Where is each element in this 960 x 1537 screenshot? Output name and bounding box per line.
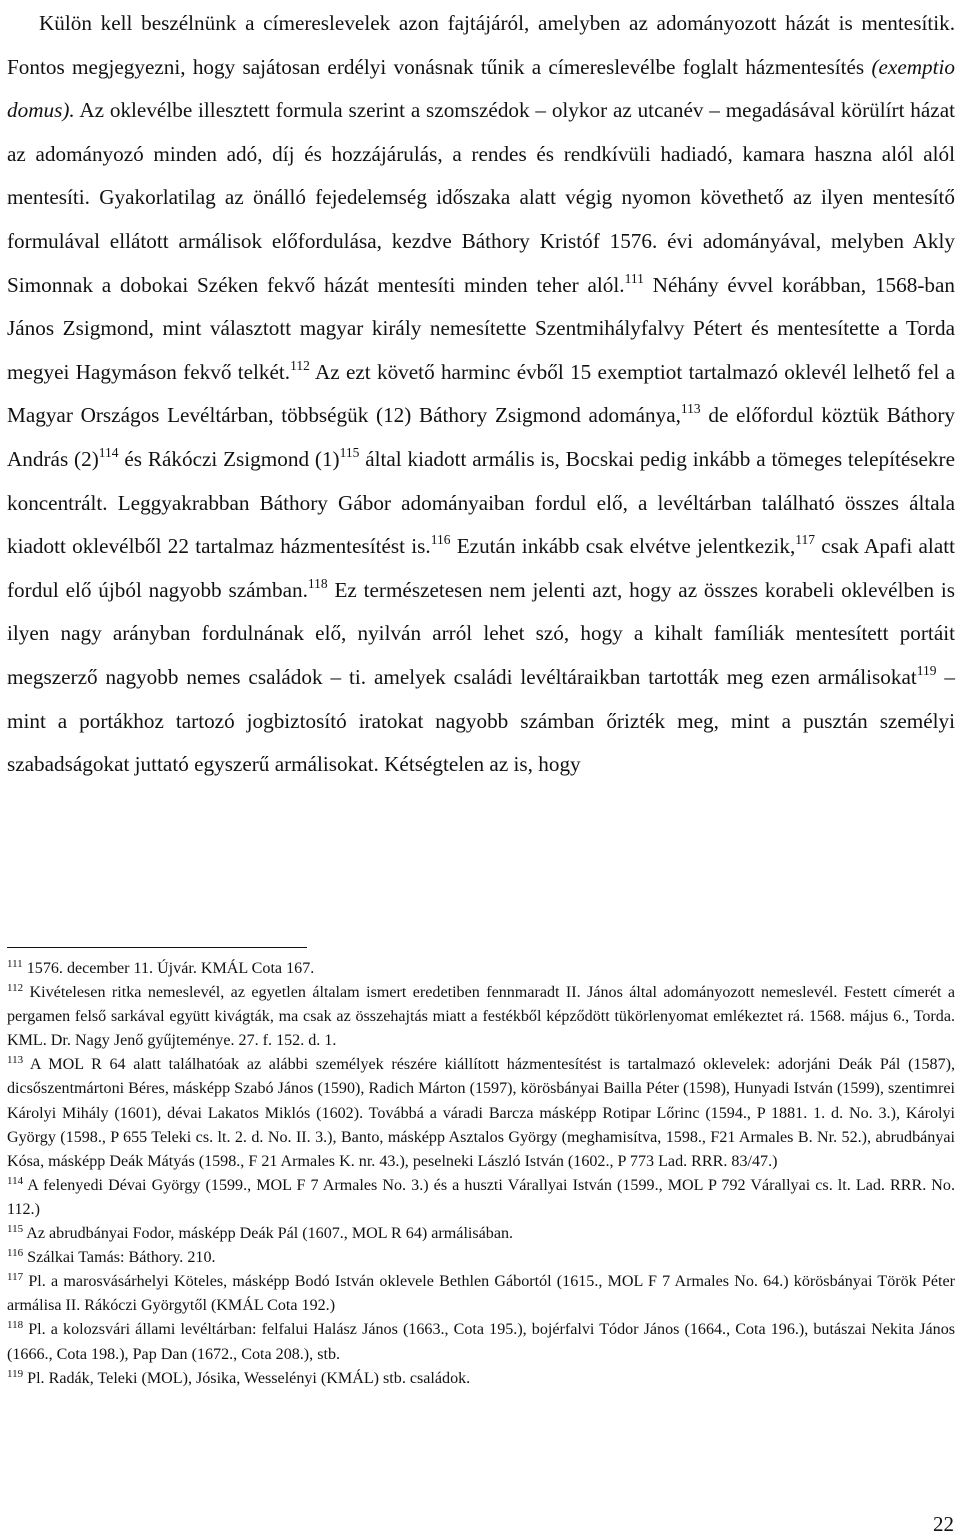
text-run: által kiadott armális is, Bocskai pedig inkább a tömeges telepítésekre koncentrált. Leggyakrabban Báthory Gábor adományaiban fordul elő, a levéltárban található összes általa kiadott oklevélből 22 tartalmaz házmentesítést is.: [7, 446, 955, 559]
text-run: Külön kell beszélnünk a címereslevelek azon fajtájáról, amelyben az adományozott házát is mentesítik. Fontos megjegyezni, hogy sajátosan erdélyi vonásnak tűnik a címereslevélbe foglalt házmentesítés: [7, 11, 955, 79]
footnote-text: Pl. Radák, Teleki (MOL), Jósika, Wesselényi (KMÁL) stb. családok.: [27, 1369, 471, 1387]
text-run: Ez természetesen nem jelenti azt, hogy az összes korabeli oklevélben is ilyen nagy arányban fordulnának elő, nyilván arról lehet szó, hogy a kihalt famíliák mentesített portáit megszerző nagyobb nemes családok – ti. amelyek családi levéltáraikban tartották meg ezen armálisokat: [7, 577, 956, 689]
text-run: csak Apafi alatt fordul elő újból nagyobb számban.: [7, 534, 955, 602]
footnote-number: 111: [7, 958, 23, 970]
footnote-text: A MOL R 64 alatt találhatóak az alábbi személyek részére kiállított házmentesítést is tartalmazó oklevelek: adorjáni Deák Pál (1587), dicsőszentmártoni Béres, másképp Szabó János (1590), Radich Márton (1597), körösbányai Bailla Péter (1598), Hunyadi István (1599), szentimrei Károlyi Mihály (1601), dévai Lakatos Miklós (1602). Továbbá a váradi Barcza másképp Rotipar Lőrinc (1594., P 1881. 1. d. No. 3.), Károlyi György (1598., P 655 Teleki cs. lt. 2. d. No. II. 3.), Banto, másképp Asztalos György (meghamisítva, 1598., F21 Armales B. Nr. 52.), abrudbányai Kósa, másképp Deák Mátyás (1598., F 21 Armales K. nr. 43.), peselneki László István (1602., P 773 Lad. RRR. 83/47.): [7, 1056, 955, 1170]
footnote-111: [7, 957, 955, 981]
footnote-number: 119: [7, 1367, 24, 1380]
footnote-number: 115: [7, 1223, 24, 1236]
footnote-number: 112: [7, 982, 24, 995]
footnote-118: [7, 1318, 955, 1366]
footnote-119: [7, 1367, 955, 1391]
footnote-text: 1576. december 11. Újvár. KMÁL Cota 167.: [26, 960, 315, 977]
latin-term: (exemptio domus).: [7, 54, 955, 123]
footnote-text: Az abrudbányai Fodor, másképp Deák Pál (1607., MOL R 64) armálisában.: [26, 1225, 514, 1243]
paragraph: [7, 2, 955, 787]
footnote-text: Pl. a kolozsvári állami levéltárban: felfalui Halász János (1663., Cota 195.), bojérfalvi Tódor János (1664., Cota 196.), butászai Nekita János (1666., Cota 198.), Pap Dan (1672., Cota 208.), stb.: [7, 1321, 956, 1363]
footnote-ref-114[interactable]: 114: [98, 444, 119, 460]
text-run: Néhány évvel korábban, 1568-ban János Zsigmond, mint választott magyar király nemesítette Szentmihályfalvy Pétert és mentesítette a Torda megyei Hagymáson fekvő telkét.: [7, 272, 955, 384]
footnote-separator: [7, 947, 307, 948]
footnote-ref-115[interactable]: 115: [339, 444, 360, 460]
footnote-number: 118: [7, 1319, 24, 1332]
footnote-ref-117[interactable]: 117: [795, 532, 816, 548]
footnote-number: 117: [7, 1271, 24, 1284]
footnote-114: [7, 1174, 955, 1222]
footnote-116: [7, 1246, 955, 1270]
text-run: Ezután inkább csak elvétve jelentkezik,: [450, 534, 796, 559]
text-run: – mint a portákhoz tartozó jogbiztosító iratokat nagyobb számban őrizték meg, mint a pusztán személyi szabadságokat juttató egyszerű armálisokat. Kétségtelen az is, hogy: [7, 664, 956, 777]
footnote-number: 113: [7, 1054, 24, 1067]
main-text: [7, 0, 955, 787]
footnote-117: [7, 1270, 955, 1318]
footnote-ref-111[interactable]: 111: [624, 270, 644, 286]
footnote-115: [7, 1222, 955, 1246]
footnote-ref-112[interactable]: 112: [290, 357, 310, 373]
footnote-text: Kivételesen ritka nemeslevél, az egyetlen általam ismert eredetiben fennmaradt II. János által adományozott nemeslevél. Festett címerét a pergamen felső sarkával együtt kivágták, ma csak az összehajtás miatt a festékből képződött tükörlenyomat emlékeztet rá. 1568. május 6., Torda. KML. Dr. Nagy Jenő gyűjteménye. 27. f. 152. d. 1.: [7, 984, 955, 1050]
footnotes: [7, 957, 955, 1391]
footnote-text: Pl. a marosvásárhelyi Köteles, másképp Bodó István oklevele Bethlen Gábortól (1615., MOL F 7 Armales No. 64.) körösbányai Török Péter armálisa II. Rákóczi Györgytől (KMÁL Cota 192.): [7, 1273, 955, 1315]
text-run: és Rákóczi Zsigmond (1): [118, 446, 340, 471]
footnote-112: [7, 981, 955, 1053]
footnote-ref-119[interactable]: 119: [916, 662, 937, 678]
footnote-number: 116: [7, 1247, 24, 1260]
text-run: Az oklevélbe illesztett formula szerint a szomszédok – olykor az utcanév – megadásával körülírt házat az adományozó minden adó, díj és hozzájárulás, a rendes és rendkívüli hadiadó, kamara haszna alól alól mentesíti. Gyakorlatilag az önálló fejedelemség időszaka alatt végig nyomon követhető az ilyen mentesítő formulával ellátott armálisok előfordulása, kezdve Báthory Kristóf 1576. évi adományával, melyben Akly Simonnak a dobokai Széken fekvő házát mentesíti minden teher alól.: [7, 98, 955, 297]
footnote-ref-118[interactable]: 118: [307, 575, 328, 591]
page-number: 22: [933, 1512, 954, 1536]
footnote-text: Szálkai Tamás: Báthory. 210.: [27, 1249, 216, 1267]
text-run: Az ezt követő harminc évből 15 exemptiot tartalmazó oklevél lelhető fel a Magyar Országos Levéltárban, többségük (12) Báthory Zsigmond adománya,: [7, 359, 955, 428]
text-run: de előfordul köztük Báthory András (2): [7, 403, 955, 471]
page: [7, 0, 955, 787]
footnote-113: [7, 1053, 955, 1173]
footnote-ref-113[interactable]: 113: [680, 401, 701, 417]
footnote-number: 114: [7, 1174, 24, 1187]
footnote-ref-116[interactable]: 116: [430, 532, 451, 548]
footnote-text: A felenyedi Dévai György (1599., MOL F 7 Armales No. 3.) és a huszti Várallyai István (1599., MOL P 792 Várallyai cs. lt. Lad. RRR. No. 112.): [7, 1176, 955, 1218]
